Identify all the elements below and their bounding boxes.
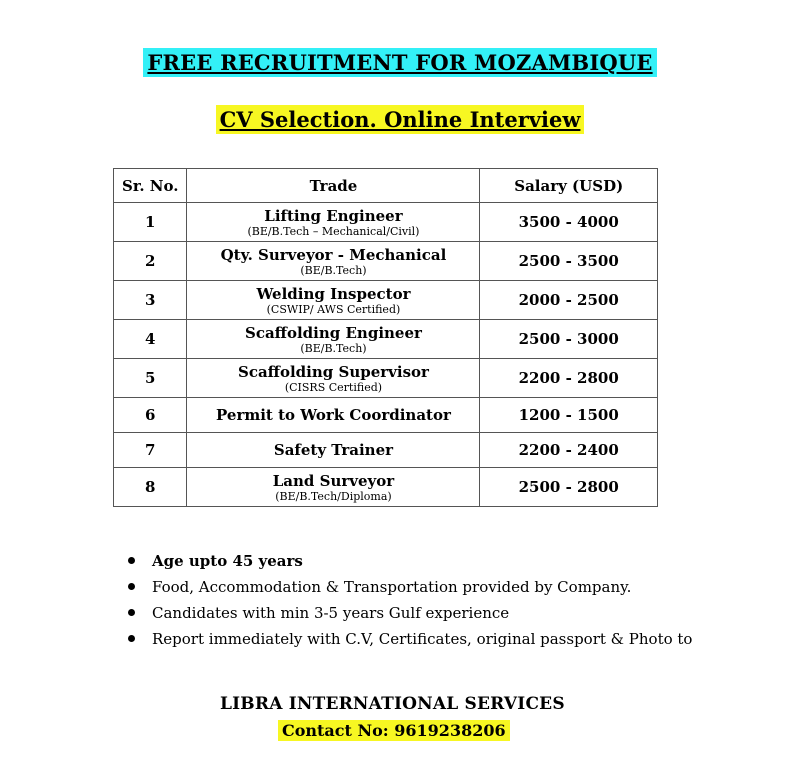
- trade-title: Permit to Work Coordinator: [216, 406, 451, 424]
- table-row: [114, 468, 658, 507]
- row-trade: [187, 242, 480, 281]
- row-salary: 2200 - 2400: [480, 433, 658, 468]
- row-trade: [187, 359, 480, 398]
- trade-title: Land Surveyor: [272, 471, 395, 490]
- trade-qualification: (BE/B.Tech – Mechanical/Civil): [247, 224, 420, 238]
- list-item-text: Candidates with min 3-5 years Gulf experience: [152, 604, 510, 622]
- row-sr: 2: [114, 242, 187, 281]
- row-trade: [187, 398, 480, 433]
- row-trade: [187, 468, 480, 507]
- table-row: [114, 203, 658, 242]
- trade-title: Scaffolding Engineer: [244, 323, 422, 342]
- page-subtitle: CV Selection. Online Interview: [216, 105, 585, 134]
- bullet-icon: [128, 557, 135, 564]
- header-trade: Trade: [187, 169, 480, 203]
- row-salary: 2200 - 2800: [480, 359, 658, 398]
- header-salary: Salary (USD): [480, 169, 658, 203]
- list-item-text: Report immediately with C.V, Certificates, original passport & Photo to: [152, 630, 693, 648]
- trade-title: Scaffolding Supervisor: [237, 362, 429, 381]
- row-sr: 6: [114, 398, 187, 433]
- row-trade: [187, 433, 480, 468]
- table-row: [114, 242, 658, 281]
- trade-title: Safety Trainer: [273, 441, 394, 459]
- row-sr: 8: [114, 468, 187, 507]
- row-sr: 7: [114, 433, 187, 468]
- list-item-text: Age upto 45 years: [152, 552, 303, 570]
- trade-qualification: (BE/B.Tech/Diploma): [275, 489, 392, 503]
- table-row: [114, 398, 658, 433]
- jobs-table: [113, 168, 658, 507]
- table-row: [114, 359, 658, 398]
- bullet-icon: [128, 583, 135, 590]
- row-salary: 2500 - 2800: [480, 468, 658, 507]
- trade-qualification: (BE/B.Tech): [300, 263, 367, 277]
- trade-title: Lifting Engineer: [264, 206, 403, 225]
- row-sr: 4: [114, 320, 187, 359]
- row-trade: [187, 320, 480, 359]
- contact-number: Contact No: 9619238206: [278, 720, 510, 741]
- trade-title: Welding Inspector: [256, 284, 411, 303]
- row-sr: 1: [114, 203, 187, 242]
- page-title: FREE RECRUITMENT FOR MOZAMBIQUE: [143, 48, 656, 77]
- list-item: [128, 574, 692, 600]
- row-salary: 3500 - 4000: [480, 203, 658, 242]
- trade-qualification: (CSWIP/ AWS Certified): [266, 302, 401, 316]
- table-row: [114, 433, 658, 468]
- requirements-list: [128, 548, 692, 652]
- row-salary: 2500 - 3000: [480, 320, 658, 359]
- list-item-text: Food, Accommodation & Transportation provided by Company.: [152, 578, 632, 596]
- trade-qualification: (BE/B.Tech): [300, 341, 367, 355]
- row-trade: [187, 281, 480, 320]
- table-header-row: [114, 169, 658, 203]
- header-sr-no: Sr. No.: [114, 169, 187, 203]
- table-row: [114, 320, 658, 359]
- trade-qualification: (CISRS Certified): [284, 380, 383, 394]
- row-sr: 3: [114, 281, 187, 320]
- row-salary: 2000 - 2500: [480, 281, 658, 320]
- row-sr: 5: [114, 359, 187, 398]
- list-item: [128, 600, 692, 626]
- trade-title: Qty. Surveyor - Mechanical: [220, 245, 447, 264]
- company-name: LIBRA INTERNATIONAL SERVICES: [220, 694, 565, 714]
- bullet-icon: [128, 635, 135, 642]
- page-title-block: [0, 50, 800, 75]
- bullet-icon: [128, 609, 135, 616]
- list-item: [128, 626, 692, 652]
- row-salary: 1200 - 1500: [480, 398, 658, 433]
- row-trade: [187, 203, 480, 242]
- page-subtitle-block: [0, 107, 800, 132]
- table-row: [114, 281, 658, 320]
- row-salary: 2500 - 3500: [480, 242, 658, 281]
- list-item: [128, 548, 692, 574]
